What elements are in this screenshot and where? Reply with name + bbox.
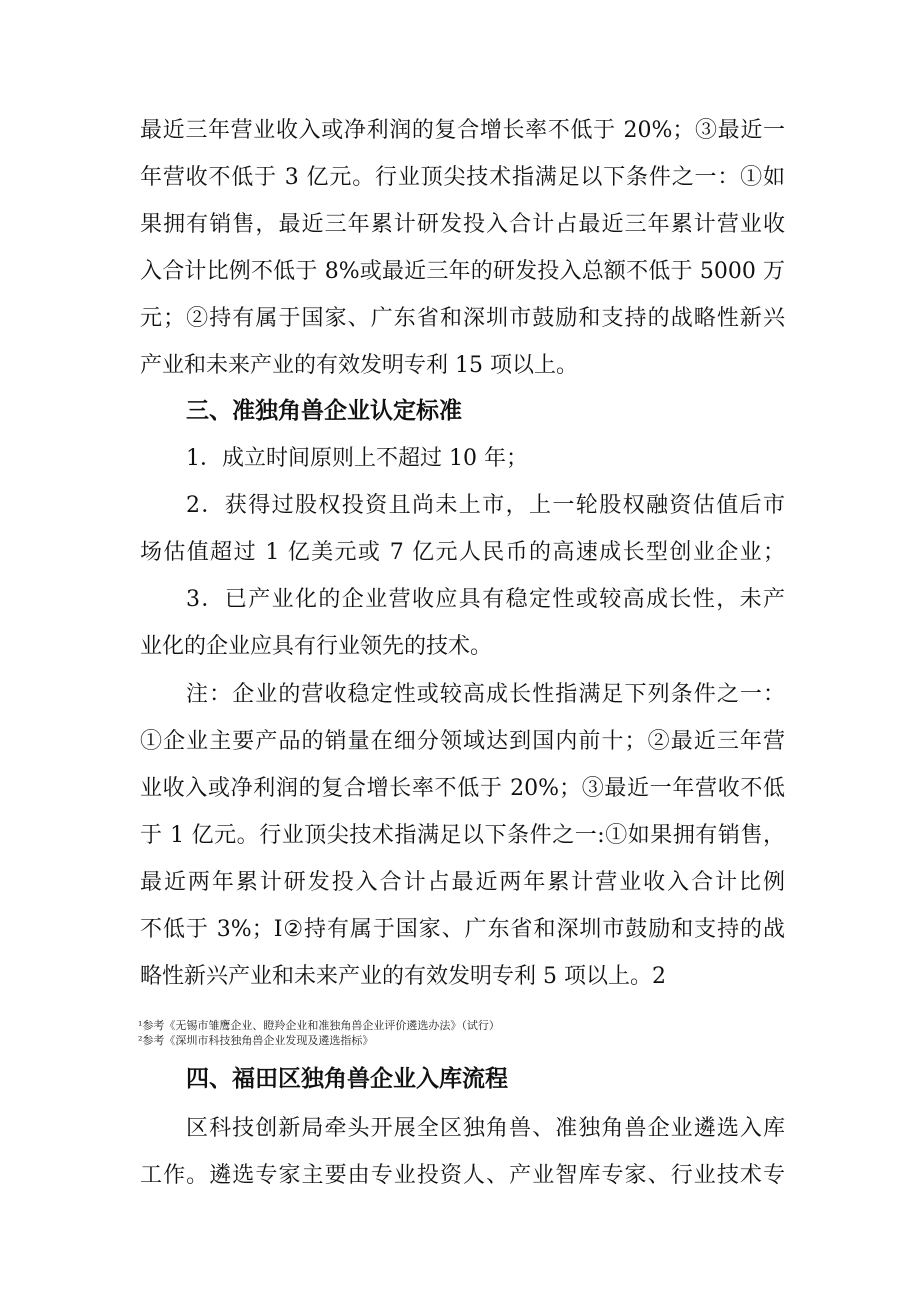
note-line: 略性新兴产业和未来产业的有效发明专利 5 项以上。2 xyxy=(140,964,666,989)
list-item-3-line: 3．已产业化的企业营收应具有稳定性或较高成长性，未产 xyxy=(186,587,785,612)
paragraph-line: 果拥有销售，最近三年累计研发投入合计占最近三年累计营业收 xyxy=(140,212,785,237)
note-line: 注：企业的营收稳定性或较高成长性指满足下列条件之一： xyxy=(186,682,785,707)
list-item-3-line: 业化的企业应具有行业领先的技术。 xyxy=(140,634,493,659)
paragraph-line: 产业和未来产业的有效发明专利 15 项以上。 xyxy=(140,353,578,378)
footnote-2: ²参考《深圳市科技独角兽企业发现及遴选指标》 xyxy=(138,1034,374,1047)
note-line: ①企业主要产品的销量在细分领域达到国内前十；②最近三年营 xyxy=(140,729,785,754)
note-line: 最近两年累计研发投入合计占最近两年累计营业收入合计比例 xyxy=(140,870,785,895)
note-line: 业收入或净利润的复合增长率不低于 20%；③最近一年营收不低 xyxy=(140,776,785,801)
section-heading-4: 四、福田区独角兽企业入库流程 xyxy=(186,1066,508,1092)
paragraph-line: 最近三年营业收入或净利润的复合增长率不低于 20%；③最近一 xyxy=(140,118,785,143)
list-item-2-line: 2．获得过股权投资且尚未上市，上一轮股权融资估值后市 xyxy=(186,493,785,518)
paragraph-line: 元；②持有属于国家、广东省和深圳市鼓励和支持的战略性新兴 xyxy=(140,306,785,331)
paragraph-line: 年营收不低于 3 亿元。行业顶尖技术指满足以下条件之一：①如 xyxy=(140,165,785,190)
list-item-2-line: 场估值超过 1 亿美元或 7 亿元人民币的高速成长型创业企业； xyxy=(140,540,785,565)
section-heading-3: 三、准独角兽企业认定标准 xyxy=(186,398,462,424)
footnote-1: ¹参考《无锡市雏鹰企业、瞪羚企业和准独角兽企业评价遴选办法》（试行） xyxy=(138,1019,500,1032)
note-line: 于 1 亿元。行业顶尖技术指满足以下条件之一:①如果拥有销售， xyxy=(140,823,785,848)
note-line: 不低于 3%；I②持有属于国家、广东省和深圳市鼓励和支持的战 xyxy=(140,917,785,942)
paragraph-line: 区科技创新局牵头开展全区独角兽、准独角兽企业遴选入库 xyxy=(186,1116,785,1141)
list-item-1: 1．成立时间原则上不超过 10 年； xyxy=(186,446,528,471)
paragraph-line: 入合计比例不低于 8%或最近三年的研发投入总额不低于 5000 万 xyxy=(140,259,785,284)
paragraph-line: 工作。遴选专家主要由专业投资人、产业智库专家、行业技术专 xyxy=(140,1163,785,1188)
